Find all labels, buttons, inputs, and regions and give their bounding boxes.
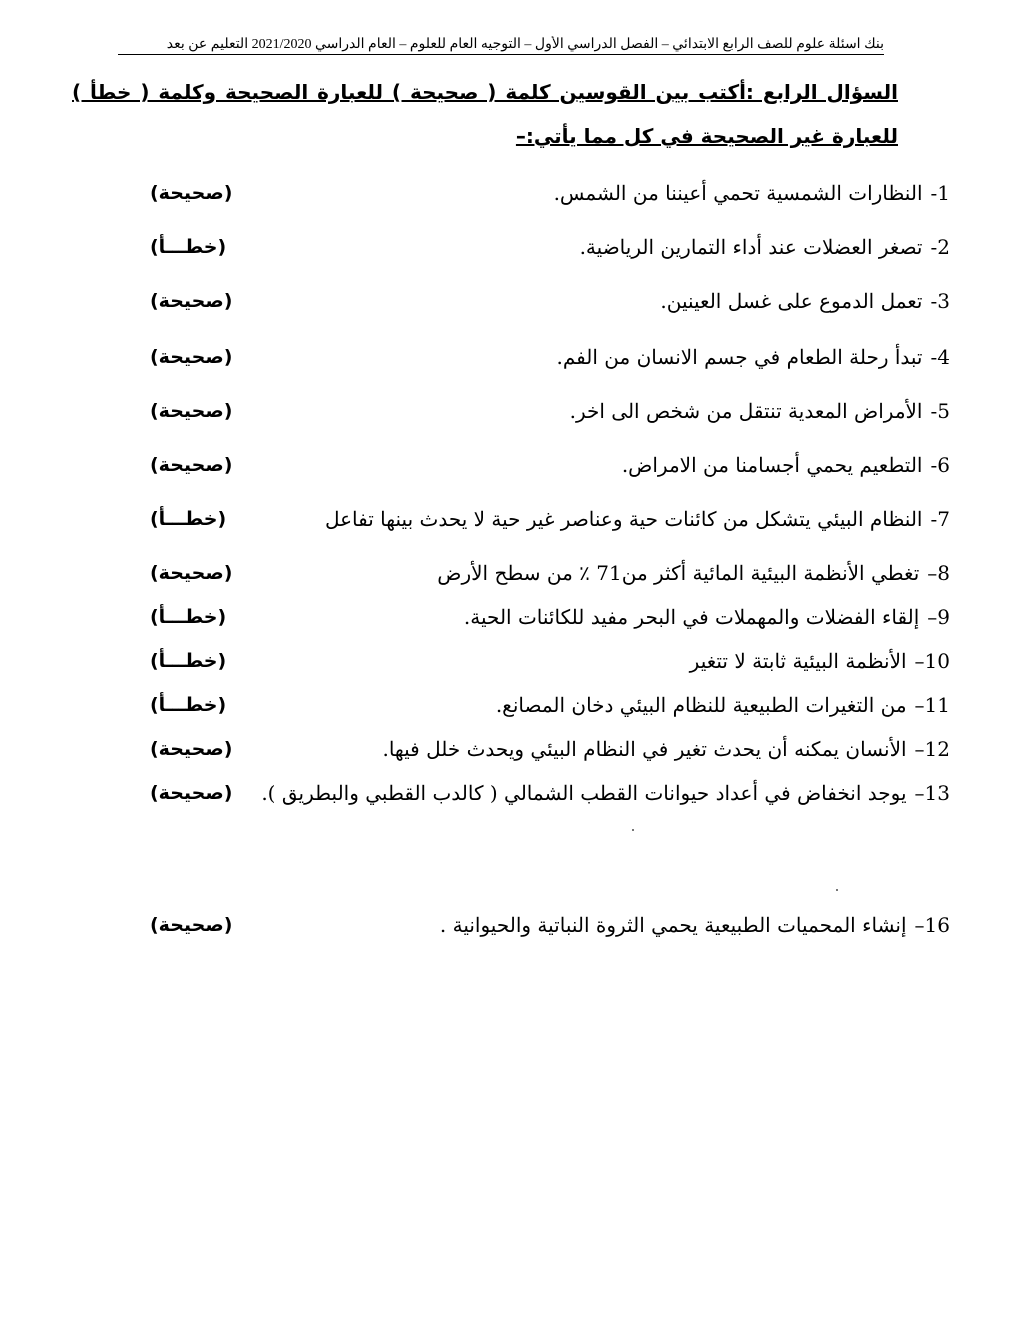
item-statement	[437, 556, 950, 590]
item-text: تعمل الدموع على غسل العينين.	[660, 289, 923, 313]
item-number: 6-	[930, 453, 950, 477]
item-text: تبدأ رحلة الطعام في جسم الانسان من الفم.	[556, 345, 923, 369]
item-statement	[496, 688, 950, 722]
item-statement	[440, 908, 950, 942]
item-answer: (خطـــأ)	[150, 508, 227, 530]
question-item	[150, 284, 950, 318]
item-text: الأنسان يمكنه أن يحدث تغير في النظام البيئي ويحدث خلل فيها.	[382, 737, 907, 761]
item-number: 10–	[914, 649, 950, 673]
item-answer: (خطـــأ)	[150, 606, 227, 628]
question-item	[150, 908, 950, 942]
item-number: 16–	[914, 913, 950, 937]
item-answer: (صحيحة)	[150, 782, 233, 804]
item-number: 8–	[927, 561, 950, 585]
question-item	[150, 176, 950, 210]
item-number: 11–	[914, 693, 950, 717]
question-title: السؤال الرابع :أكتب بين القوسين كلمة ( صحيحة ) للعبارة الصحيحة وكلمة ( خطأ ) للعبارة غير الصحيحة في كل مما يأتي:–	[72, 80, 898, 148]
item-statement	[261, 776, 950, 810]
item-statement	[557, 340, 950, 374]
item-answer: (خطـــأ)	[150, 694, 227, 716]
item-answer: (صحيحة)	[150, 346, 233, 368]
item-number: 5-	[930, 399, 950, 423]
scan-speck	[632, 829, 634, 831]
item-statement	[570, 394, 950, 428]
question-item	[150, 394, 950, 428]
item-text: النظام البيئي يتشكل من كائنات حية وعناصر غير حية لا يحدث بينها تفاعل	[324, 507, 923, 531]
item-statement	[580, 230, 950, 264]
item-statement	[464, 600, 950, 634]
item-number: 3-	[930, 289, 950, 313]
page-header: بنك اسئلة علوم للصف الرابع الابتدائي – الفصل الدراسي الأول – التوجيه العام للعلوم – العام الدراسي 2021/2020 التعليم عن بعد	[118, 36, 884, 55]
item-text: تغطي الأنظمة البيئية المائية أكثر من71 ٪ من سطح الأرض	[437, 561, 920, 585]
scan-speck	[836, 889, 838, 891]
item-statement	[622, 448, 950, 482]
item-answer: (صحيحة)	[150, 562, 233, 584]
item-answer: (صحيحة)	[150, 738, 233, 760]
item-text: الأمراض المعدية تنتقل من شخص الى اخر.	[569, 399, 923, 423]
item-answer: (صحيحة)	[150, 182, 233, 204]
item-text: التطعيم يحمي أجسامنا من الامراض.	[621, 453, 923, 477]
item-answer: (خطـــأ)	[150, 236, 227, 258]
item-number: 12–	[914, 737, 950, 761]
question-item	[150, 732, 950, 766]
question-item	[150, 340, 950, 374]
item-answer: (صحيحة)	[150, 400, 233, 422]
question-item	[150, 776, 950, 810]
question-item	[150, 448, 950, 482]
item-number: 4-	[930, 345, 950, 369]
item-number: 13–	[914, 781, 950, 805]
item-text: تصغر العضلات عند أداء التمارين الرياضية.	[579, 235, 923, 259]
item-answer: (خطـــأ)	[150, 650, 227, 672]
item-answer: (صحيحة)	[150, 454, 233, 476]
item-text: إنشاء المحميات الطبيعية يحمي الثروة النباتية والحيوانية .	[439, 913, 907, 937]
question-item	[150, 502, 950, 536]
question-item	[150, 556, 950, 590]
question-item	[150, 600, 950, 634]
item-number: 7-	[930, 507, 950, 531]
item-statement	[382, 732, 950, 766]
question-item	[150, 230, 950, 264]
item-statement	[325, 502, 950, 536]
item-answer: (صحيحة)	[150, 914, 233, 936]
item-answer: (صحيحة)	[150, 290, 233, 312]
item-text: الأنظمة البيئية ثابتة لا تتغير	[689, 649, 907, 673]
item-number: 1-	[930, 181, 950, 205]
item-text: يوجد انخفاض في أعداد حيوانات القطب الشمالي ( كالدب القطبي والبطريق ).	[261, 781, 907, 805]
question-item	[150, 688, 950, 722]
item-number: 9–	[927, 605, 950, 629]
item-statement	[660, 284, 950, 318]
item-statement	[554, 176, 950, 210]
item-number: 2-	[930, 235, 950, 259]
item-text: النظارات الشمسية تحمي أعيننا من الشمس.	[553, 181, 923, 205]
item-statement	[690, 644, 950, 678]
question-item	[150, 644, 950, 678]
item-text: إلقاء الفضلات والمهملات في البحر مفيد للكائنات الحية.	[463, 605, 920, 629]
item-text: من التغيرات الطبيعية للنظام البيئي دخان المصانع.	[495, 693, 907, 717]
